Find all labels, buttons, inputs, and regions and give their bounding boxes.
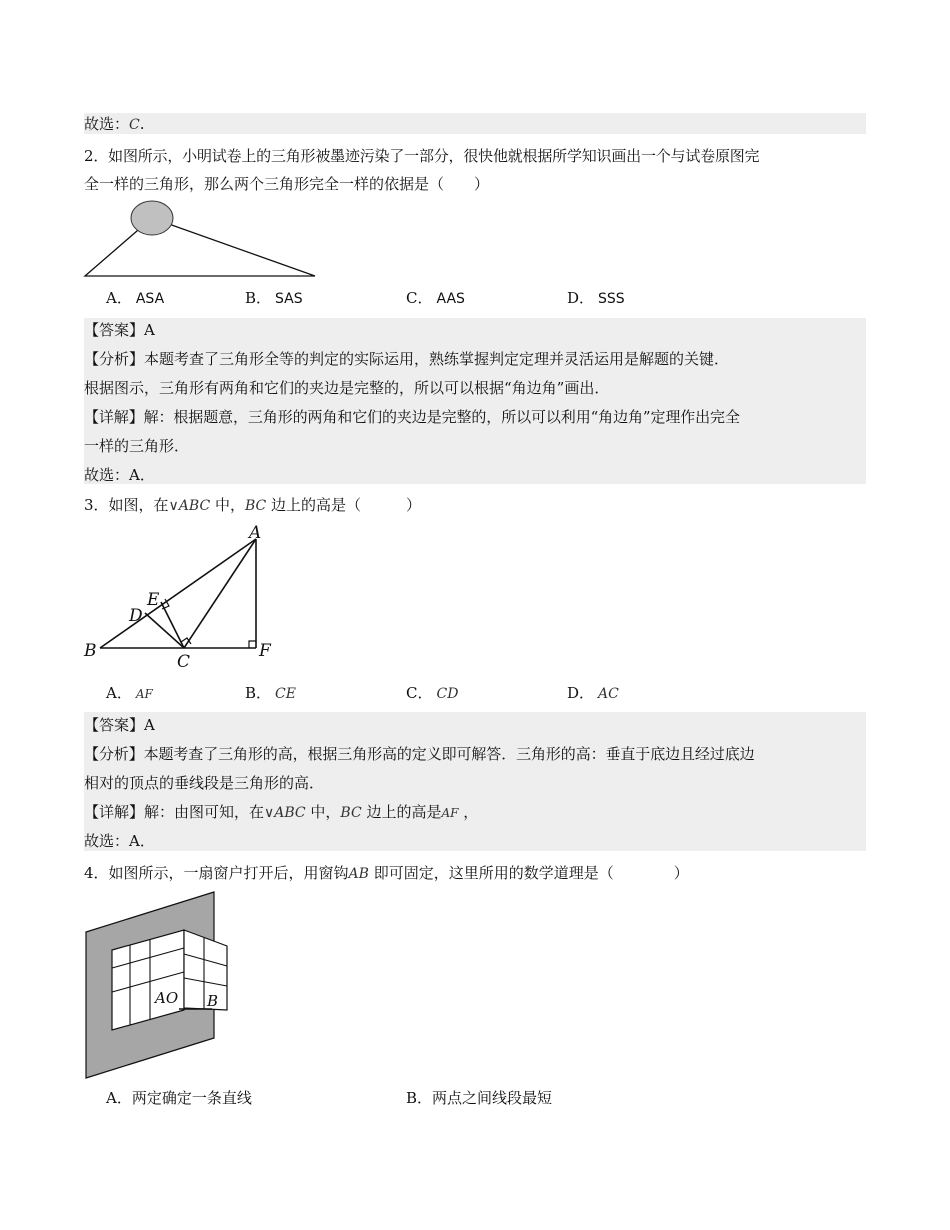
q4-option-a-letter: A． [106, 1089, 132, 1107]
q2-triangle [85, 218, 315, 276]
q3-option-d [567, 683, 619, 704]
q3-label-f: F [259, 641, 271, 661]
q3-right-angle-f [249, 641, 256, 648]
q3-option-c-value: CD [436, 686, 459, 702]
q1-choose-label: 故选： [84, 115, 130, 133]
q2-option-d-letter: D． [567, 289, 595, 307]
q3-detail-triangle: ∨ABC [264, 805, 306, 821]
q3-option-b-letter: B． [245, 684, 272, 702]
q1-answer-letter: C [129, 117, 140, 133]
q2-option-a-letter: A． [106, 289, 132, 307]
q3-option-c-letter: C． [406, 684, 433, 702]
q3-detail [84, 802, 478, 822]
q3-stem-suffix: 边上的高是（ ） [266, 496, 421, 514]
q4-stem-suffix: 即可固定，这里所用的数学道理是（ ） [368, 864, 689, 882]
q3-label-c: C [177, 652, 191, 672]
q2-option-c-value: AAS [436, 291, 465, 307]
q3-option-a-value: AF [135, 687, 153, 701]
q3-detail-prefix: 【详解】解：由图可知，在 [84, 803, 265, 821]
q4-option-a-value: 两定确定一条直线 [131, 1089, 252, 1107]
q3-stem [84, 495, 421, 515]
q3-stem-triangle: ∨ABC [168, 498, 211, 514]
q2-option-b-value: SAS [275, 291, 303, 307]
q3-choose: 故选：A． [84, 832, 155, 850]
q3-segment-ba [100, 539, 256, 648]
q2-stem-line-1: 2．如图所示，小明试卷上的三角形被墨迹污染了一部分，很快他就根据所学知识画出一个与试卷原图完 [84, 147, 760, 165]
q2-answer: 【答案】A [84, 321, 155, 339]
q2-detail-line-1: 【详解】解：根据题意，三角形的两角和它们的夹边是完整的，所以可以利用“角边角”定理作出完全 [84, 408, 740, 426]
q3-analysis-line-1: 【分析】本题考查了三角形的高，根据三角形高的定义即可解答．三角形的高：垂直于底边且经过底边 [84, 745, 755, 763]
q3-stem-mid: 中， [210, 496, 245, 514]
q4-label-b: B [207, 992, 219, 1010]
q2-ink-blot [131, 201, 173, 235]
q3-detail-suffix: ， [458, 803, 479, 821]
q2-analysis-line-1: 【分析】本题考查了三角形全等的判定的实际运用，熟练掌握判定定理并灵活运用是解题的关键． [84, 350, 730, 368]
q2-choose: 故选：A． [84, 466, 155, 484]
q3-segment-cd [145, 613, 184, 648]
q3-label-b: B [84, 641, 97, 661]
q3-label-a: A [249, 523, 262, 543]
q2-analysis-line-2: 根据图示，三角形有两角和它们的夹边是完整的，所以可以根据“角边角”画出． [84, 379, 610, 397]
q3-label-d: D [129, 606, 143, 626]
q1-choose-line [84, 114, 145, 134]
q1-answer-block [84, 113, 866, 134]
q4-label-ao: AO [155, 989, 179, 1007]
q2-option-b [245, 288, 303, 309]
q3-option-c [406, 683, 458, 704]
q3-detail-mid2: 边上的高是 [361, 803, 442, 821]
q2-option-c [406, 288, 465, 309]
q2-option-b-letter: B． [245, 289, 272, 307]
q2-ink-triangle-figure [84, 198, 324, 280]
q3-detail-bc: BC [340, 805, 362, 821]
q4-option-b-letter: B． [406, 1089, 433, 1107]
q3-option-a-letter: A． [106, 684, 132, 702]
q2-detail-line-2: 一样的三角形． [84, 437, 190, 455]
q3-triangle-figure [84, 525, 284, 675]
q4-stem-prefix: 4．如图所示，一扇窗户打开后，用窗钩 [84, 864, 349, 882]
q4-window-figure [84, 890, 224, 1080]
q3-detail-af: AF [441, 806, 459, 820]
q3-analysis-line-2: 相对的顶点的垂线段是三角形的高． [84, 774, 325, 792]
q2-stem-line-2: 全一样的三角形，那么两个三角形完全一样的依据是（ ） [84, 175, 490, 193]
q2-option-c-letter: C． [406, 289, 433, 307]
q3-option-b-value: CE [275, 686, 296, 702]
q4-stem-ab: AB [348, 866, 369, 882]
q2-option-a [106, 288, 164, 309]
q2-option-a-value: ASA [135, 291, 165, 307]
q4-option-a [106, 1088, 252, 1108]
q2-option-d-value: SSS [598, 291, 625, 307]
q1-period: . [139, 115, 145, 133]
q3-option-a [106, 683, 153, 704]
q3-detail-mid: 中， [305, 803, 341, 821]
q2-option-d [567, 288, 625, 309]
q2-answer-block [84, 318, 866, 484]
q3-option-d-letter: D． [567, 684, 595, 702]
q4-option-b-value: 两点之间线段最短 [432, 1089, 553, 1107]
q3-option-d-value: AC [598, 686, 619, 702]
q3-answer: 【答案】A [84, 716, 155, 734]
q4-option-b [406, 1088, 552, 1108]
q3-segment-ce [161, 602, 184, 648]
q3-segment-ca [184, 539, 256, 648]
q3-stem-bc: BC [244, 498, 267, 514]
q3-stem-prefix: 3．如图，在 [84, 496, 169, 514]
q3-label-e: E [147, 590, 160, 610]
q4-open-sash [184, 930, 227, 1010]
q3-option-b [245, 683, 296, 704]
q4-stem [84, 863, 689, 883]
